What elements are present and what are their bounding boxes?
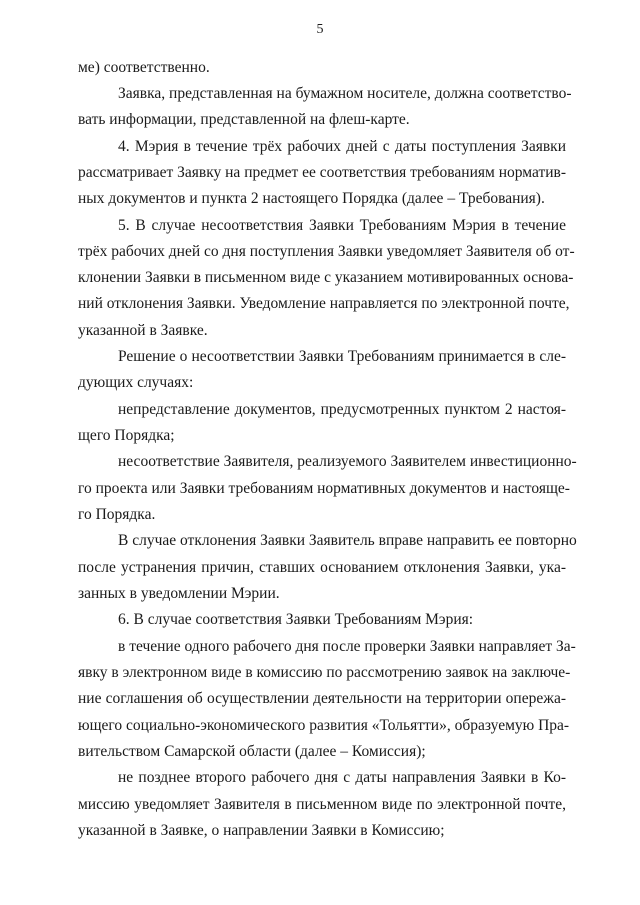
text-line: В случае отклонения Заявки Заявитель вправе направить ее повторно [118, 532, 577, 549]
text-line: вительством Самарской области (далее – Комиссия); [78, 743, 426, 760]
text-line: явку в электронном виде в комиссию по рассмотрению заявок на заключе- [78, 664, 571, 681]
text-line: го проекта или Заявки требованиям нормативных документов и настояще- [78, 480, 570, 497]
text-line: вать информации, представленной на флеш-карте. [78, 111, 410, 128]
text-line: ных документов и пункта 2 настоящего Порядка (далее – Требования). [78, 190, 545, 207]
text-line: не позднее второго рабочего дня с даты направления Заявки в Ко- [118, 769, 566, 786]
text-line: 6. В случае соответствия Заявки Требованиям Мэрия: [118, 611, 474, 628]
text-line: занных в уведомлении Мэрии. [78, 585, 280, 602]
text-line: трёх рабочих дней со дня поступления Заявки уведомляет Заявителя об от- [78, 243, 575, 260]
text-line: Решение о несоответствии Заявки Требованиям принимается в сле- [118, 348, 566, 365]
text-line: щего Порядка; [78, 427, 175, 444]
text-line: указанной в Заявке. [78, 322, 208, 339]
text-line: рассматривает Заявку на предмет ее соответствия требованиям норматив- [78, 164, 566, 181]
text-line: ющего социально-экономического развития «Тольятти», образуемую Пра- [78, 717, 570, 734]
text-line: несоответствие Заявителя, реализуемого Заявителем инвестиционно- [118, 453, 577, 470]
text-line: миссию уведомляет Заявителя в письменном виде по электронной почте, [78, 796, 566, 813]
text-line: ние соглашения об осуществлении деятельности на территории опережа- [78, 690, 566, 707]
page-number: 5 [316, 22, 324, 37]
text-line: 5. В случае несоответствия Заявки Требованиям Мэрия в течение [118, 217, 566, 234]
text-line: ме) соответственно. [78, 59, 210, 76]
text-line: дующих случаях: [78, 374, 194, 391]
text-line: указанной в Заявке, о направлении Заявки в Комиссию; [78, 822, 445, 839]
text-line: Заявка, представленная на бумажном носителе, должна соответство- [118, 85, 572, 102]
text-line: непредставление документов, предусмотренных пунктом 2 настоя- [118, 401, 566, 418]
text-line: клонении Заявки в письменном виде с указанием мотивированных основа- [78, 269, 574, 286]
text-line: после устранения причин, ставших основанием отклонения Заявки, ука- [78, 559, 566, 576]
text-line: ний отклонения Заявки. Уведомление направляется по электронной почте, [78, 295, 570, 312]
text-line: в течение одного рабочего дня после проверки Заявки направляет За- [118, 638, 576, 655]
text-line: го Порядка. [78, 506, 156, 523]
text-line: 4. Мэрия в течение трёх рабочих дней с даты поступления Заявки [118, 138, 566, 155]
